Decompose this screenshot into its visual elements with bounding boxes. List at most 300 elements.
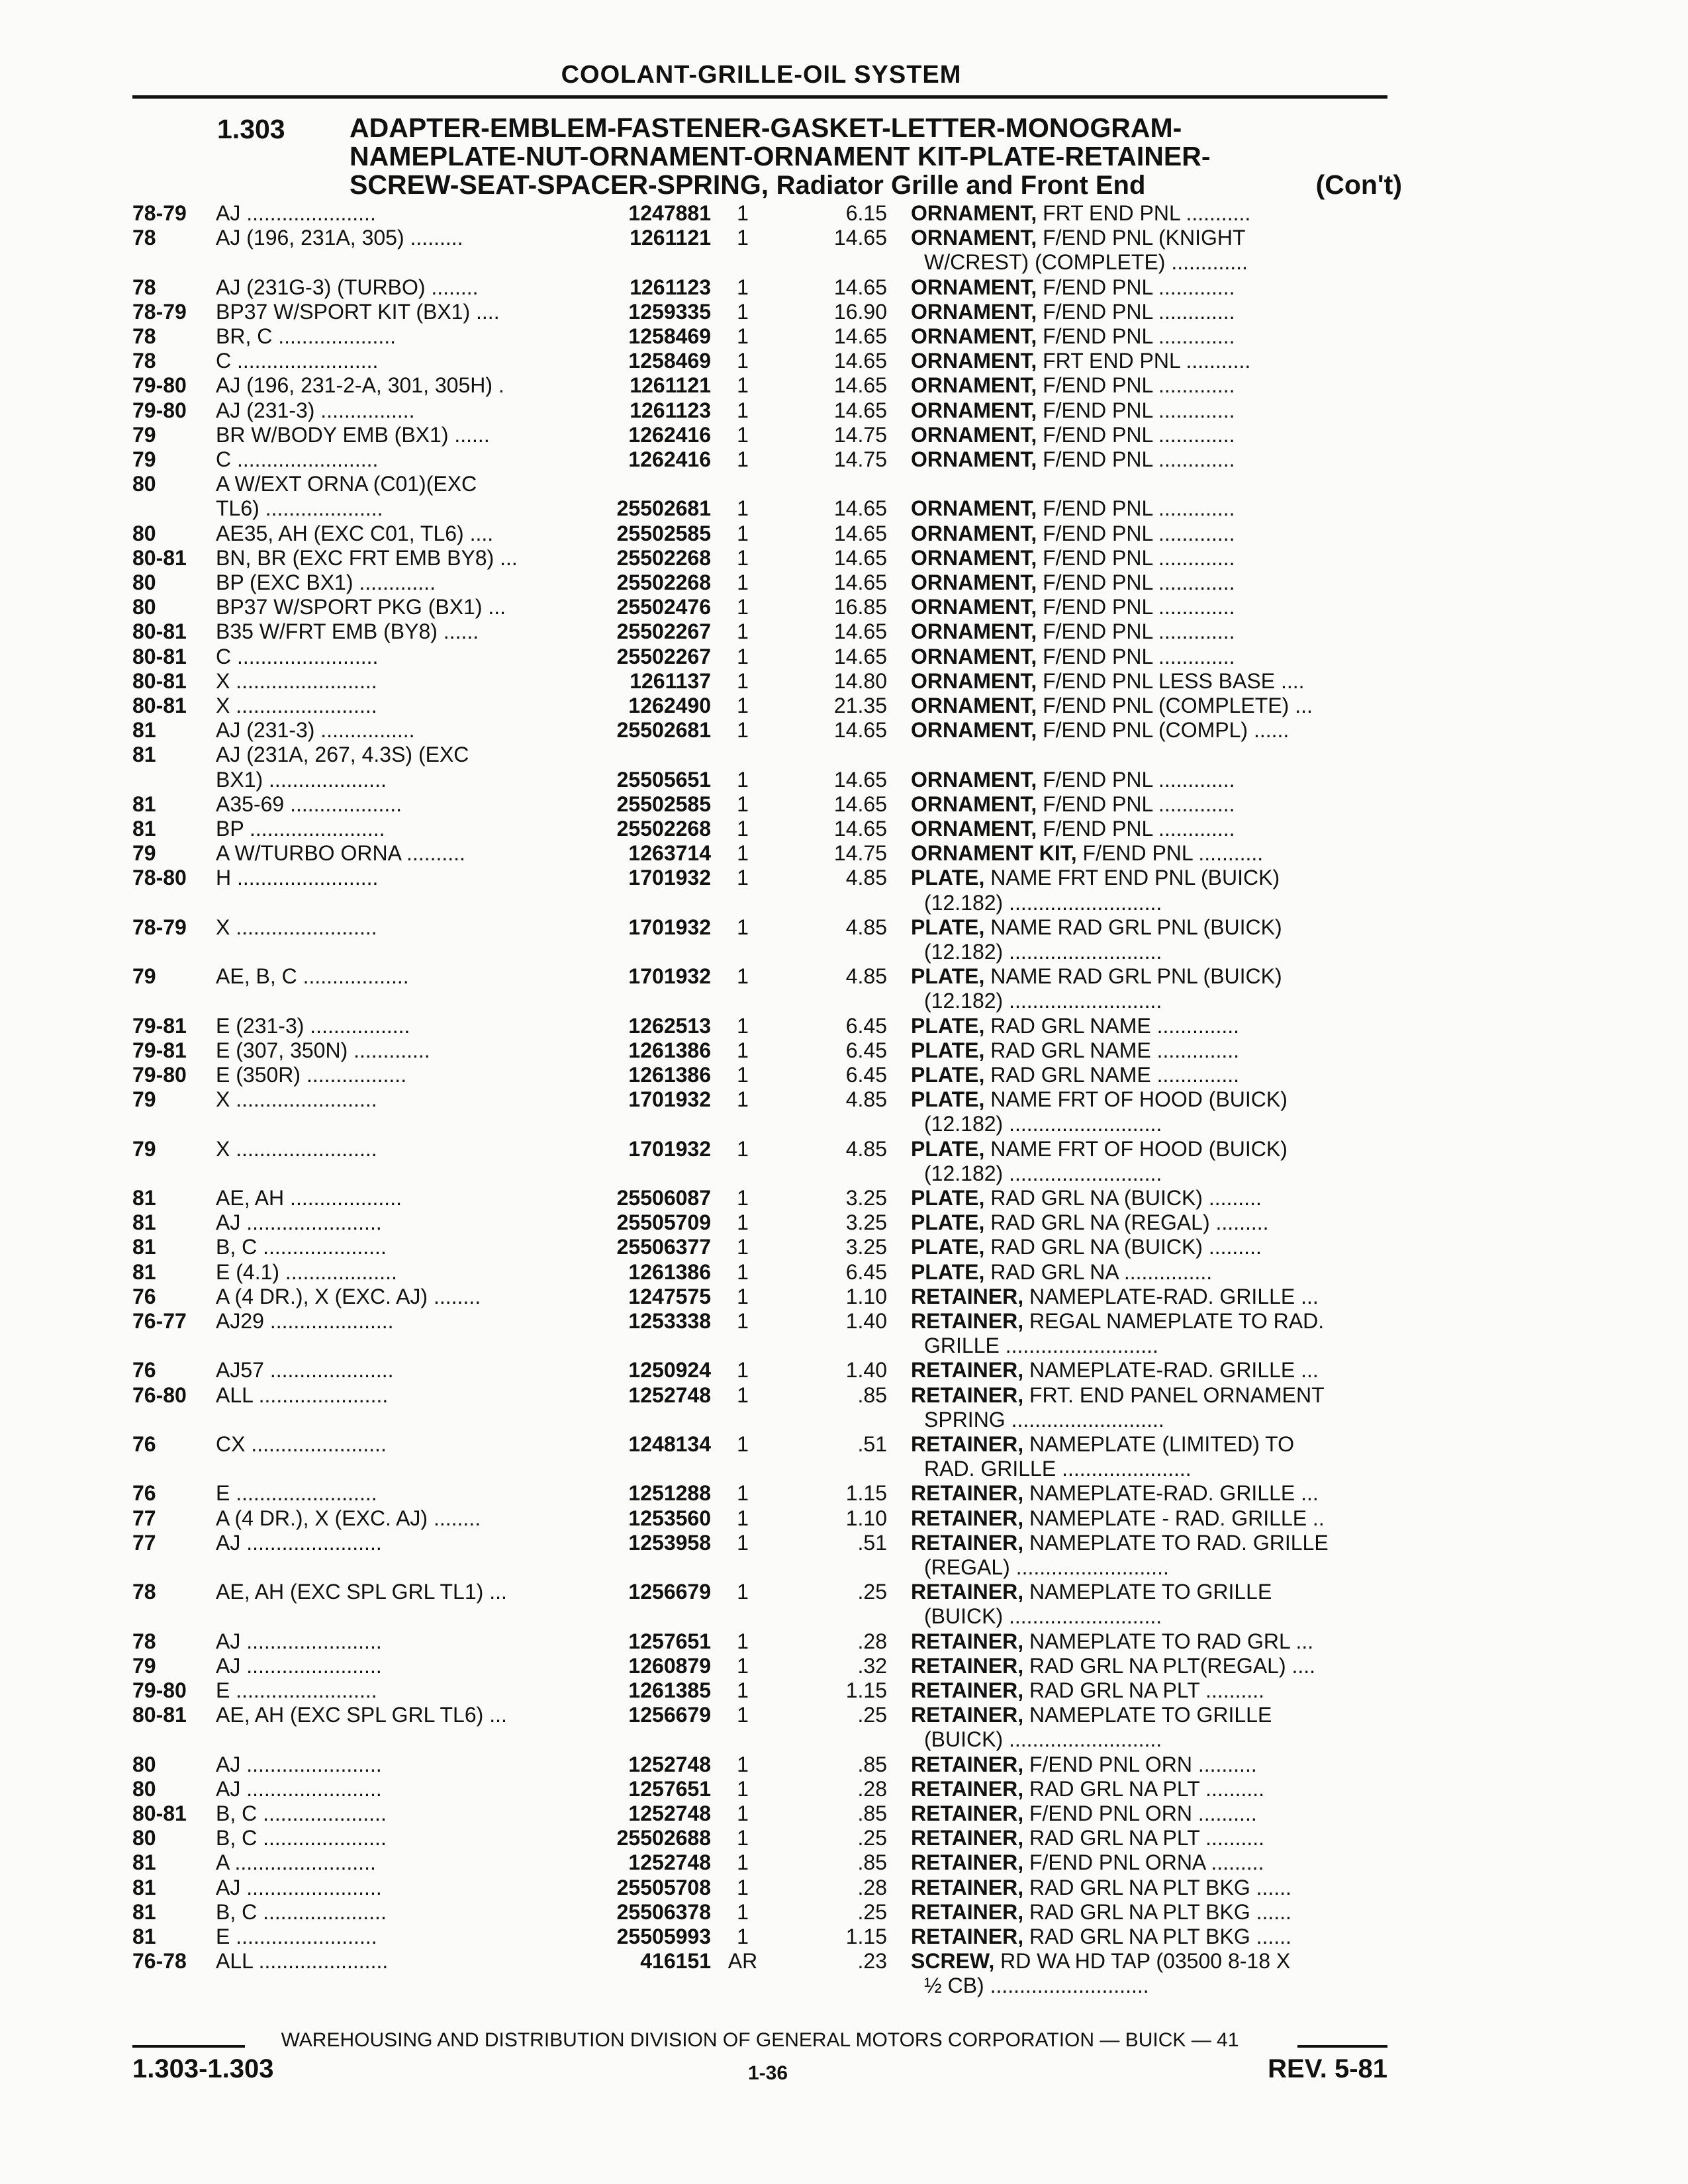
model-cell: X ........................	[216, 1136, 377, 1161]
part-number-cell: 1261123	[630, 398, 711, 422]
quantity-cell: 1	[737, 1136, 749, 1161]
part-number-cell: 25505709	[616, 1210, 711, 1235]
year-cell: 80-81	[132, 1801, 187, 1825]
price-cell: 1.15	[845, 1481, 887, 1506]
description-cell	[911, 1063, 1387, 1087]
part-name: ORNAMENT,	[911, 324, 1037, 348]
part-name: ORNAMENT,	[911, 694, 1037, 717]
model-cell: A ........................	[216, 1850, 376, 1875]
part-description: NAMEPLATE TO RAD GRL ...	[1029, 1629, 1314, 1653]
model-cell: B, C .....................	[216, 1899, 387, 1924]
year-cell: 79-80	[132, 398, 187, 422]
part-number-cell: 1252748	[628, 1801, 711, 1825]
year-cell: 81	[132, 1875, 156, 1899]
table-row	[0, 1063, 1688, 1089]
table-row	[0, 718, 1688, 745]
year-cell: 80	[132, 1826, 156, 1850]
part-description: NAME RAD GRL PNL (BUICK)	[990, 964, 1282, 989]
quantity-cell: 1	[737, 1925, 749, 1948]
model-cell: E (350R) .................	[216, 1063, 407, 1087]
quantity-cell: 1	[737, 324, 749, 348]
model-cell: X ........................	[216, 694, 377, 717]
year-cell: 81	[132, 792, 156, 816]
part-name: ORNAMENT,	[911, 422, 1037, 447]
year-cell: 80	[132, 472, 156, 496]
description-cell	[911, 1334, 1401, 1358]
quantity-cell: 1	[737, 1309, 749, 1333]
description-cell	[911, 718, 1387, 743]
quantity-cell: 1	[737, 1776, 749, 1801]
quantity-cell: 1	[737, 521, 749, 545]
price-cell: .23	[857, 1949, 887, 1974]
part-description: F/END PNL .............	[1043, 373, 1235, 398]
table-row-continuation	[0, 891, 1688, 917]
part-name: ORNAMENT,	[911, 817, 1037, 841]
part-name: RETAINER,	[911, 1629, 1024, 1653]
year-cell: 78-79	[132, 201, 187, 225]
part-number-cell: 1701932	[628, 866, 711, 890]
description-cell	[911, 669, 1387, 694]
price-cell: 6.15	[845, 201, 887, 225]
quantity-cell: 1	[737, 915, 749, 939]
table-row-continuation	[0, 250, 1688, 277]
part-description: RAD GRL NA PLT ..........	[1029, 1678, 1265, 1702]
part-description: NAMEPLATE-RAD. GRILLE ...	[1029, 1481, 1319, 1506]
section-title-line-2: NAMEPLATE-NUT-ORNAMENT-ORNAMENT KIT-PLATE-RETAINER-	[350, 141, 1211, 171]
model-cell: X ........................	[216, 915, 377, 939]
model-cell: X ........................	[216, 1087, 377, 1112]
table-row	[0, 1850, 1688, 1877]
model-cell: E ........................	[216, 1481, 377, 1506]
quantity-cell: 1	[737, 792, 749, 816]
quantity-cell: 1	[737, 841, 749, 866]
price-cell: 6.45	[845, 1259, 887, 1284]
part-number-cell: 25506377	[616, 1235, 711, 1259]
year-cell: 78	[132, 1580, 156, 1604]
description-cell	[911, 373, 1387, 398]
model-cell: H ........................	[216, 866, 379, 890]
description-cell	[911, 964, 1387, 989]
part-description: F/END PNL .............	[1043, 767, 1235, 792]
year-cell: 81	[132, 1925, 156, 1948]
quantity-cell: 1	[737, 1358, 749, 1383]
description-cell	[911, 1383, 1387, 1408]
table-row	[0, 1826, 1688, 1852]
price-cell: 14.65	[833, 619, 887, 644]
quantity-cell: 1	[737, 1259, 749, 1284]
description-cell	[911, 1876, 1387, 1900]
part-name: ORNAMENT,	[911, 299, 1037, 324]
quantity-cell: 1	[737, 1752, 749, 1776]
price-cell: 14.65	[833, 226, 887, 250]
part-number-cell: 1256679	[628, 1580, 711, 1604]
year-cell: 76	[132, 1432, 156, 1456]
quantity-cell: 1	[737, 1530, 749, 1555]
part-name: RETAINER,	[911, 1506, 1024, 1530]
quantity-cell: 1	[737, 373, 749, 398]
part-number-cell: 1701932	[628, 915, 711, 939]
part-name: SCREW,	[911, 1949, 995, 1974]
part-name: RETAINER,	[911, 1826, 1024, 1850]
part-number-cell: 1259335	[628, 299, 711, 324]
part-description: F/END PNL .............	[1043, 644, 1235, 668]
table-row-continuation	[0, 1604, 1688, 1631]
price-cell: 14.65	[833, 792, 887, 816]
year-cell: 79	[132, 1136, 156, 1161]
part-name: ORNAMENT,	[911, 545, 1037, 570]
model-cell: AJ .......................	[216, 1875, 382, 1899]
table-row	[0, 1432, 1688, 1459]
description-cell	[911, 1087, 1387, 1112]
model-cell: E (307, 350N) .............	[216, 1038, 430, 1062]
table-row	[0, 1925, 1688, 1951]
description-cell	[911, 1260, 1387, 1285]
table-row	[0, 595, 1688, 621]
part-description: F/END PNL ORN ..........	[1029, 1801, 1257, 1825]
model-cell: A W/EXT ORNA (C01)(EXC	[216, 472, 477, 496]
price-cell: 4.85	[845, 866, 887, 890]
part-name: RETAINER,	[911, 1925, 1024, 1948]
price-cell: 6.45	[845, 1063, 887, 1087]
quantity-cell: 1	[737, 447, 749, 471]
quantity-cell: 1	[737, 619, 749, 644]
part-name: RETAINER,	[911, 1383, 1024, 1407]
table-row	[0, 841, 1688, 868]
part-name: ORNAMENT,	[911, 201, 1037, 225]
description-cell	[911, 522, 1387, 546]
table-row	[0, 1654, 1688, 1680]
description-cell	[911, 1604, 1401, 1629]
table-row	[0, 349, 1688, 375]
quantity-cell: 1	[737, 299, 749, 324]
table-row	[0, 1309, 1688, 1336]
quantity-cell: 1	[737, 767, 749, 792]
model-cell: TL6) ....................	[216, 496, 383, 521]
quantity-cell: 1	[737, 201, 749, 225]
year-cell: 79-81	[132, 1038, 187, 1062]
footer-revision: REV. 5-81	[1268, 2054, 1387, 2083]
price-cell: 4.85	[845, 1136, 887, 1161]
quantity-cell: 1	[737, 817, 749, 841]
quantity-cell: 1	[737, 570, 749, 594]
part-name: PLATE,	[911, 866, 985, 890]
table-row	[0, 1285, 1688, 1311]
year-cell: 79	[132, 1653, 156, 1678]
part-description: (12.182) ..........................	[924, 940, 1162, 964]
quantity-cell: 1	[737, 349, 749, 373]
table-row	[0, 964, 1688, 991]
price-cell: 1.10	[845, 1506, 887, 1530]
model-cell: AJ .......................	[216, 1653, 382, 1678]
part-number-cell: 25502681	[616, 496, 711, 521]
description-cell	[911, 324, 1387, 349]
year-cell: 76	[132, 1481, 156, 1506]
part-description: F/END PNL .............	[1043, 398, 1235, 422]
model-cell: B, C .....................	[216, 1801, 387, 1825]
part-number-cell: 25505651	[616, 767, 711, 792]
model-cell: AJ .......................	[216, 1210, 382, 1235]
part-description: GRILLE ..........................	[924, 1334, 1158, 1358]
part-number-cell: 1258469	[628, 324, 711, 348]
part-description: FRT END PNL ...........	[1043, 349, 1251, 373]
part-name: RETAINER,	[911, 1899, 1024, 1924]
table-row-continuation	[0, 1112, 1688, 1138]
quantity-cell: 1	[737, 1506, 749, 1530]
table-row	[0, 226, 1688, 252]
part-name: RETAINER,	[911, 1801, 1024, 1825]
year-cell: 80-81	[132, 668, 187, 693]
quantity-cell: 1	[737, 964, 749, 989]
quantity-cell: 1	[737, 1235, 749, 1259]
model-cell: CX .......................	[216, 1432, 387, 1456]
part-number-cell: 1261385	[628, 1678, 711, 1702]
model-cell: ALL ......................	[216, 1383, 389, 1407]
year-cell: 80-81	[132, 619, 187, 644]
model-cell: AJ29 .....................	[216, 1309, 394, 1333]
description-cell	[911, 1752, 1387, 1777]
part-name: PLATE,	[911, 1013, 985, 1038]
part-description: F/END PNL .............	[1043, 422, 1235, 447]
price-cell: 14.65	[833, 644, 887, 668]
table-row	[0, 866, 1688, 892]
part-number-cell: 1253560	[628, 1506, 711, 1530]
description-cell	[911, 1703, 1387, 1727]
part-description: ½ CB) ...........................	[924, 1974, 1149, 1998]
price-cell: 14.65	[833, 521, 887, 545]
table-row	[0, 1531, 1688, 1557]
part-description: (12.182) ..........................	[924, 1112, 1162, 1136]
section-title-tail: Radiator Grille and Front End	[776, 171, 1146, 200]
table-row	[0, 915, 1688, 942]
quantity-cell: 1	[737, 1481, 749, 1506]
description-cell	[911, 447, 1387, 472]
part-number-cell: 25502267	[616, 644, 711, 668]
part-number-cell: 1252748	[628, 1752, 711, 1776]
part-description: F/END PNL .............	[1043, 792, 1235, 816]
part-number-cell: 1256679	[628, 1703, 711, 1727]
part-name: PLATE,	[911, 1038, 985, 1062]
description-cell	[911, 275, 1387, 300]
description-cell	[911, 1506, 1387, 1531]
table-row	[0, 1087, 1688, 1114]
part-name: RETAINER,	[911, 1580, 1024, 1604]
table-row	[0, 1752, 1688, 1779]
quantity-cell: 1	[737, 1186, 749, 1210]
description-cell	[911, 792, 1387, 817]
part-number-cell: 25502268	[616, 570, 711, 594]
table-row	[0, 1186, 1688, 1212]
table-row	[0, 300, 1688, 326]
year-cell: 78	[132, 349, 156, 373]
year-cell: 78	[132, 324, 156, 348]
quantity-cell: 1	[737, 1063, 749, 1087]
model-cell: BN, BR (EXC FRT EMB BY8) ...	[216, 545, 518, 570]
year-cell: 80-81	[132, 644, 187, 668]
year-cell: 80	[132, 570, 156, 594]
part-description: NAMEPLATE TO RAD. GRILLE	[1029, 1530, 1329, 1555]
model-cell: BP .......................	[216, 817, 385, 841]
price-cell: 14.65	[833, 718, 887, 743]
table-row	[0, 1235, 1688, 1261]
description-cell	[911, 866, 1387, 890]
part-name: RETAINER,	[911, 1678, 1024, 1702]
description-cell	[911, 989, 1401, 1013]
year-cell: 79	[132, 1087, 156, 1112]
description-cell	[911, 1112, 1401, 1136]
table-row	[0, 447, 1688, 474]
part-number-cell: 1261386	[628, 1063, 711, 1087]
price-cell: 1.40	[845, 1358, 887, 1383]
description-cell	[911, 619, 1387, 644]
price-cell: .25	[857, 1580, 887, 1604]
model-cell: C ........................	[216, 349, 379, 373]
year-cell: 80-81	[132, 1703, 187, 1727]
table-row-continuation	[0, 1334, 1688, 1360]
year-cell: 78-80	[132, 866, 187, 890]
part-description: (12.182) ..........................	[924, 890, 1162, 915]
part-number-cell: 25505993	[616, 1925, 711, 1948]
year-cell: 81	[132, 743, 156, 767]
description-cell	[911, 1974, 1401, 1998]
price-cell: 14.65	[833, 398, 887, 422]
model-cell: AJ .......................	[216, 1752, 382, 1776]
section-title-line-1: ADAPTER-EMBLEM-FASTENER-GASKET-LETTER-MONOGRAM-	[350, 113, 1182, 143]
part-number-cell: 25502268	[616, 545, 711, 570]
price-cell: 14.65	[833, 496, 887, 521]
part-name: ORNAMENT,	[911, 668, 1037, 693]
part-number-cell: 1261386	[628, 1259, 711, 1284]
quantity-cell: AR	[727, 1949, 758, 1974]
price-cell: .85	[857, 1801, 887, 1825]
part-name: RETAINER,	[911, 1752, 1024, 1776]
description-cell	[911, 1580, 1387, 1604]
description-cell	[911, 940, 1401, 964]
description-cell	[911, 817, 1387, 841]
part-name: ORNAMENT,	[911, 619, 1037, 644]
quantity-cell: 1	[737, 1210, 749, 1235]
year-cell: 81	[132, 718, 156, 743]
part-description: (12.182) ..........................	[924, 989, 1162, 1013]
footer-section-range: 1.303-1.303	[132, 2054, 274, 2083]
price-cell: .51	[857, 1530, 887, 1555]
section-number: 1.303	[217, 114, 285, 144]
model-cell: AJ57 .....................	[216, 1358, 394, 1383]
section-continued: (Con't)	[1315, 169, 1402, 200]
model-cell: E ........................	[216, 1925, 377, 1948]
part-description: F/END PNL ORNA .........	[1029, 1850, 1264, 1875]
table-row	[0, 1876, 1688, 1902]
year-cell: 76-80	[132, 1383, 187, 1407]
description-cell	[911, 201, 1387, 226]
table-row	[0, 1137, 1688, 1163]
table-row	[0, 275, 1688, 302]
price-cell: .28	[857, 1776, 887, 1801]
table-row-continuation	[0, 1974, 1688, 2000]
table-row	[0, 522, 1688, 548]
quantity-cell: 1	[737, 866, 749, 890]
description-cell	[911, 1210, 1387, 1235]
part-number-cell: 1247881	[628, 201, 711, 225]
price-cell: 6.45	[845, 1013, 887, 1038]
description-cell	[911, 496, 1387, 521]
part-description: RAD GRL NA PLT BKG ......	[1029, 1899, 1291, 1924]
part-name: PLATE,	[911, 1235, 985, 1259]
model-cell: AJ (196, 231-2-A, 301, 305H) .	[216, 373, 504, 398]
year-cell: 76	[132, 1358, 156, 1383]
price-cell: 14.75	[833, 447, 887, 471]
part-number-cell: 1247575	[628, 1284, 711, 1308]
quantity-cell: 1	[737, 1653, 749, 1678]
table-row	[0, 1210, 1688, 1237]
description-cell	[911, 398, 1387, 423]
part-number-cell: 25506087	[616, 1186, 711, 1210]
price-cell: 14.65	[833, 817, 887, 841]
part-description: F/END PNL ORN ..........	[1029, 1752, 1257, 1776]
table-row-continuation	[0, 1457, 1688, 1483]
price-cell: 14.75	[833, 841, 887, 866]
model-cell: AJ .......................	[216, 1629, 382, 1653]
year-cell: 76	[132, 1284, 156, 1308]
quantity-cell: 1	[737, 595, 749, 619]
year-cell: 79	[132, 447, 156, 471]
table-row	[0, 1014, 1688, 1040]
part-description: RAD GRL NA PLT ..........	[1029, 1826, 1265, 1850]
table-row	[0, 373, 1688, 400]
model-cell: C ........................	[216, 447, 379, 471]
footer-division-text: WAREHOUSING AND DISTRIBUTION DIVISION OF GENERAL MOTORS CORPORATION — BUICK — 41	[281, 2029, 1239, 2051]
model-cell: AJ .......................	[216, 1530, 382, 1555]
part-number-cell: 25506378	[616, 1899, 711, 1924]
price-cell: .85	[857, 1383, 887, 1407]
description-cell	[911, 1161, 1401, 1186]
quantity-cell: 1	[737, 1038, 749, 1062]
description-cell	[911, 1457, 1401, 1481]
part-number-cell: 1253338	[628, 1309, 711, 1333]
quantity-cell: 1	[737, 1899, 749, 1924]
model-cell: B, C .....................	[216, 1826, 387, 1850]
model-cell: A W/TURBO ORNA ..........	[216, 841, 465, 866]
table-row	[0, 1481, 1688, 1508]
price-cell: 6.45	[845, 1038, 887, 1062]
year-cell: 81	[132, 817, 156, 841]
price-cell: .32	[857, 1653, 887, 1678]
part-description: RAD GRL NAME ..............	[990, 1013, 1240, 1038]
model-cell: AE35, AH (EXC C01, TL6) ....	[216, 521, 494, 545]
part-description: F/END PNL (COMPLETE) ...	[1043, 694, 1313, 717]
table-row	[0, 1506, 1688, 1533]
price-cell: 16.90	[833, 299, 887, 324]
price-cell: 1.40	[845, 1309, 887, 1333]
description-cell	[911, 1801, 1387, 1826]
model-cell: AE, AH (EXC SPL GRL TL6) ...	[216, 1703, 507, 1727]
model-cell: ALL ......................	[216, 1949, 389, 1974]
part-name: ORNAMENT KIT,	[911, 841, 1077, 866]
part-number-cell: 25502688	[616, 1826, 711, 1850]
part-description: NAMEPLATE-RAD. GRILLE ...	[1029, 1358, 1319, 1383]
part-number-cell: 1248134	[628, 1432, 711, 1456]
year-cell: 78-79	[132, 915, 187, 939]
price-cell: .85	[857, 1752, 887, 1776]
part-name: ORNAMENT,	[911, 496, 1037, 521]
description-cell	[911, 1925, 1387, 1949]
part-name: ORNAMENT,	[911, 398, 1037, 422]
part-description: RAD GRL NA PLT BKG ......	[1029, 1925, 1291, 1948]
part-name: RETAINER,	[911, 1309, 1024, 1333]
model-cell: BR W/BODY EMB (BX1) ......	[216, 422, 490, 447]
price-cell: 1.15	[845, 1925, 887, 1948]
year-cell: 81	[132, 1235, 156, 1259]
description-cell	[911, 1186, 1387, 1210]
